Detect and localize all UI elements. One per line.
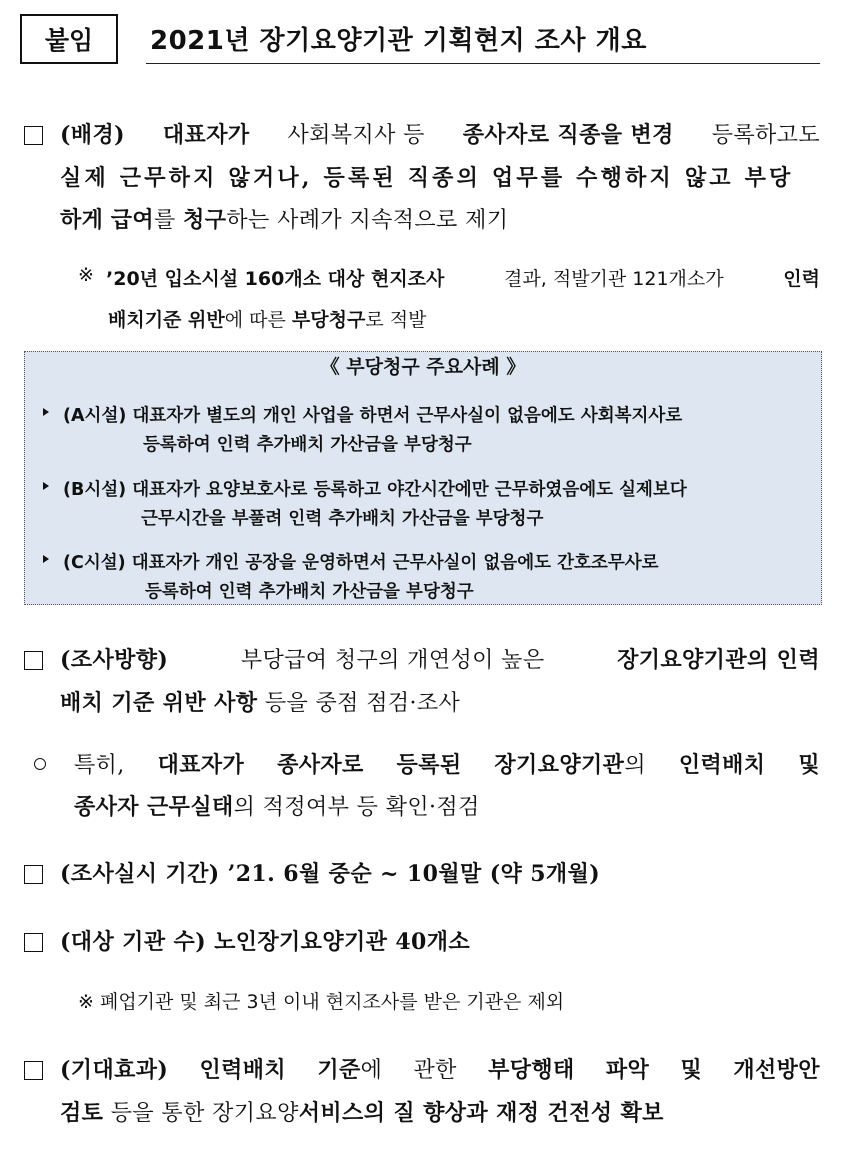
effects-text: 파악	[605, 1057, 650, 1083]
background-text: 하게	[60, 207, 104, 233]
background-note-text: 배치기준 위반	[108, 309, 225, 331]
direction-line-2	[60, 686, 460, 717]
effects-text: 검토	[60, 1100, 104, 1126]
direction-sub-text: 종사자로	[277, 752, 364, 778]
background-text: 사회복지사 등	[287, 123, 425, 148]
case-item-line-2: 근무시간을 부풀려 인력 추가배치 가산금을 부당청구	[141, 509, 544, 529]
direction-sub-text: 인력배치	[678, 752, 766, 778]
direction-sub-text: 등록된	[396, 752, 462, 778]
checkbox-targets	[24, 933, 43, 952]
direction-sub-text: 종사자 근무실태	[74, 794, 234, 820]
background-note-text: 로 적발	[365, 309, 427, 331]
effects-text: 기준	[317, 1057, 361, 1083]
page-title: 2021년 장기요양기관 기획현지 조사 개요	[150, 26, 647, 56]
direction-label: (조사방향)	[60, 647, 169, 673]
targets-line	[60, 925, 470, 956]
background-line-3	[60, 203, 508, 234]
effects-text: 등을 통한 장기요양	[110, 1101, 299, 1126]
targets-value: 노인장기요양기관 40개소	[214, 929, 471, 955]
background-line-1	[60, 118, 820, 149]
attachment-label	[20, 14, 118, 64]
background-text: 등록하고도	[711, 123, 820, 148]
bullet-triangle-icon	[43, 482, 49, 490]
background-label: (배경)	[60, 122, 125, 148]
title-divider	[146, 63, 820, 64]
background-text: 대표자가	[162, 122, 250, 148]
direction-line-1	[60, 643, 820, 674]
direction-text: 부당급여 청구의 개연성이 높은	[240, 648, 545, 673]
direction-sub-line-1	[74, 748, 820, 779]
background-note-text: 결과, 적발기관 121개소가	[504, 268, 724, 290]
background-text: 종사자로 직종을 변경	[462, 122, 674, 148]
background-text: 하는 사례가 지속적으로 제기	[226, 208, 509, 233]
bullet-triangle-icon	[43, 408, 49, 416]
case-item-line-1: (B시설) 대표자가 요양보호사로 등록하고 야간시간에만 근무하였음에도 실제보다	[63, 480, 687, 500]
effects-line-2	[60, 1096, 664, 1127]
background-line-2: 실제 근무하지 않거나, 등록된 직종의 업무를 수행하지 않고 부당	[60, 165, 794, 191]
case-item-line-1: (C시설) 대표자가 개인 공장을 운영하면서 근무사실이 없음에도 간호조무사로	[63, 553, 659, 573]
direction-sub-text: 특히,	[74, 753, 125, 778]
background-note-text: 인력	[783, 268, 820, 290]
checkbox-period	[24, 865, 43, 884]
background-note-line-1	[106, 264, 820, 291]
direction-sub-text: 의 적정여부 등 확인·점검	[233, 795, 480, 820]
period-line	[60, 857, 600, 888]
effects-text: 부당행태	[488, 1057, 575, 1083]
direction-sub-text: 대표자가	[157, 752, 245, 778]
effects-text: 서비스의 질 향상과 재정 건전성 확보	[298, 1100, 664, 1126]
direction-text: 등을 중점 점검·조사	[264, 691, 461, 716]
background-note-text: 부당청구	[291, 309, 366, 331]
background-note-text: ’20년 입소시설 160개소 대상 현지조사	[106, 268, 445, 290]
bullet-triangle-icon	[43, 555, 49, 563]
checkbox-effects	[24, 1061, 43, 1080]
case-item-line-1: (A시설) 대표자가 별도의 개인 사업을 하면서 근무사실이 없음에도 사회복지사로	[63, 406, 683, 426]
effects-text: 및	[680, 1057, 703, 1083]
background-text: 급여	[110, 207, 155, 233]
background-note-mark: ※	[78, 264, 94, 286]
effects-label: (기대효과)	[60, 1057, 169, 1083]
direction-sub-line-2	[74, 790, 480, 821]
case-examples-box	[24, 351, 822, 605]
targets-note: ※ 폐업기관 및 최근 3년 이내 현지조사를 받은 기관은 제외	[78, 991, 565, 1013]
background-note-line-2	[108, 305, 426, 332]
effects-text: 관한	[413, 1058, 457, 1083]
attachment-label-text: 붙임	[44, 26, 94, 55]
case-item-line-2: 등록하여 인력 추가배치 가산금을 부당청구	[143, 435, 472, 455]
direction-sub-text: 장기요양기관	[494, 752, 625, 778]
checkbox-direction	[24, 651, 43, 670]
circle-bullet-icon	[34, 758, 46, 770]
period-label: (조사실시 기간)	[60, 861, 220, 887]
case-item-line-2: 등록하여 인력 추가배치 가산금을 부당청구	[145, 582, 474, 602]
targets-label: (대상 기관 수)	[60, 929, 206, 955]
case-examples-heading: 《 부당청구 주요사례 》	[320, 356, 526, 378]
effects-line-1	[60, 1053, 820, 1084]
effects-text: 개선방안	[733, 1057, 820, 1083]
background-note-text: 에 따른	[224, 309, 286, 331]
direction-text: 배치 기준 위반 사항	[60, 690, 258, 716]
effects-text: 인력배치	[199, 1057, 287, 1083]
direction-sub-text: 및	[798, 752, 820, 778]
direction-text: 장기요양기관의 인력	[617, 647, 820, 673]
effects-text: 에	[360, 1058, 383, 1083]
background-text: 청구	[183, 207, 227, 233]
period-value: ’21. 6월 중순 ~ 10월말 (약 5개월)	[227, 861, 601, 887]
background-text: 를	[154, 208, 176, 233]
checkbox-background	[24, 126, 43, 145]
direction-sub-text: 의	[624, 753, 646, 778]
